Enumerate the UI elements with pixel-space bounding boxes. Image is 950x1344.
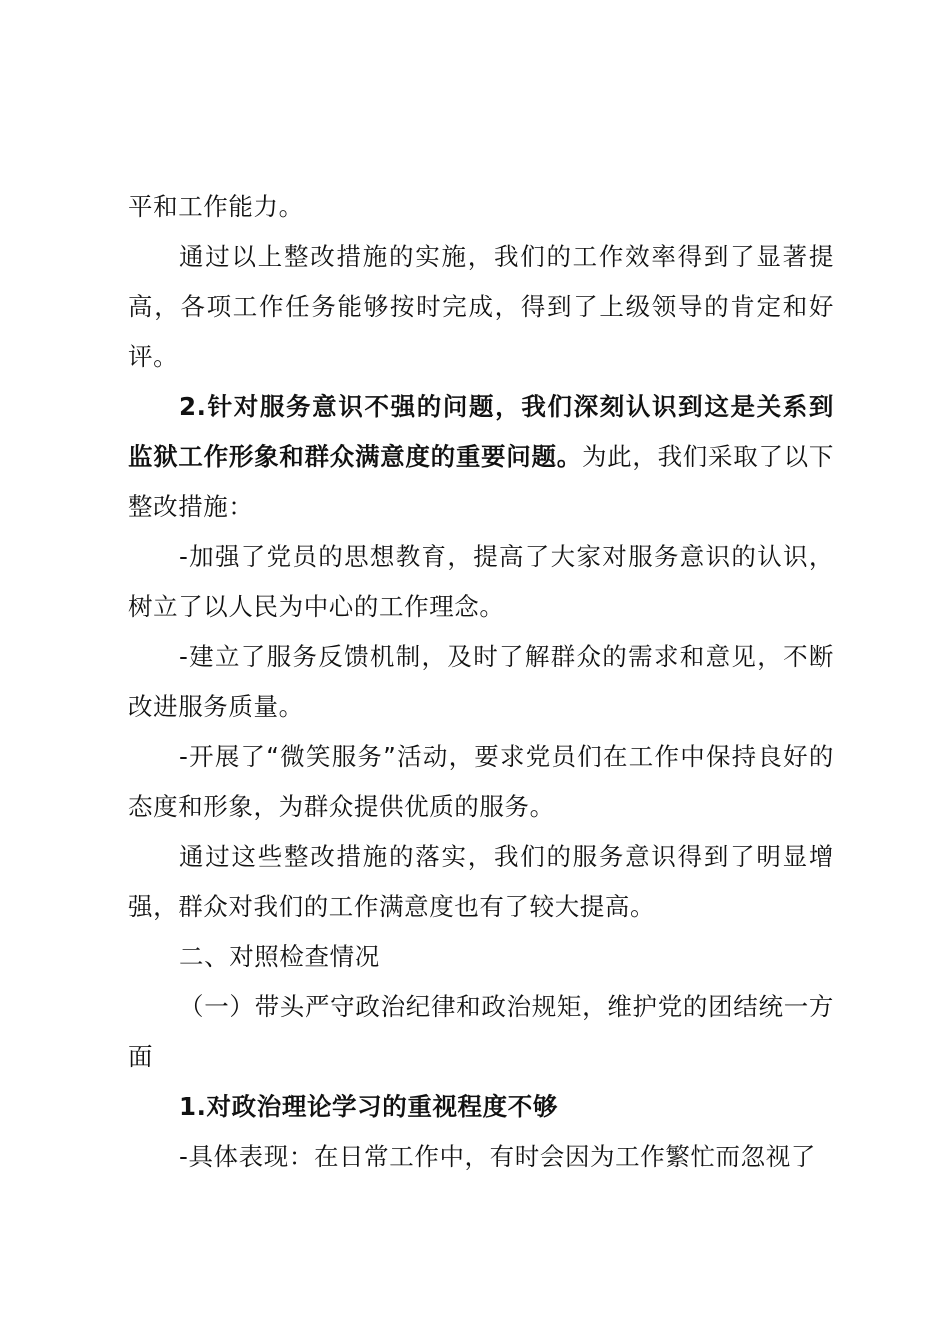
paragraph-5-text: -建立了服务反馈机制，及时了解群众的需求和意见，不断改进服务质量。 [128, 642, 834, 721]
paragraph-2-text: 通过以上整改措施的实施，我们的工作效率得到了显著提高，各项工作任务能够按时完成，得到了上级领导的肯定和好评。 [128, 242, 834, 371]
paragraph-3-bold-heading: 2.针对服务意识不强的问题，我们深刻认识到这是关系到监狱工作形象和群众满意度的重要问题。 [128, 392, 834, 471]
section-heading [128, 932, 834, 982]
paragraph-4 [128, 532, 834, 632]
paragraph-1 [128, 182, 834, 232]
paragraph-4-text: -加强了党员的思想教育，提高了大家对服务意识的认识，树立了以人民为中心的工作理念。 [128, 542, 834, 621]
paragraph-2 [128, 232, 834, 382]
paragraph-3-text: 为此，我们采取了以下整改措施： [128, 442, 834, 521]
paragraph-7 [128, 832, 834, 932]
subsection-heading [128, 982, 834, 1082]
document-body [128, 182, 834, 1182]
paragraph-6 [128, 732, 834, 832]
subsection-heading-text: （一）带头严守政治纪律和政治规矩，维护党的团结统一方面 [128, 992, 834, 1071]
paragraph-5 [128, 632, 834, 732]
section-heading-text: 二、对照检查情况 [179, 942, 380, 971]
paragraph-11-text: -具体表现：在日常工作中，有时会因为工作繁忙而忽视了 [179, 1142, 816, 1171]
paragraph-11 [128, 1132, 834, 1182]
item-heading-text: 1.对政治理论学习的重视程度不够 [179, 1092, 558, 1121]
paragraph-6-text: -开展了“微笑服务”活动，要求党员们在工作中保持良好的态度和形象，为群众提供优质的服务。 [128, 742, 834, 821]
paragraph-7-text: 通过这些整改措施的落实，我们的服务意识得到了明显增强，群众对我们的工作满意度也有了较大提高。 [128, 842, 834, 921]
paragraph-3 [128, 382, 834, 532]
item-heading [128, 1082, 834, 1132]
paragraph-1-text: 平和工作能力。 [128, 192, 304, 221]
